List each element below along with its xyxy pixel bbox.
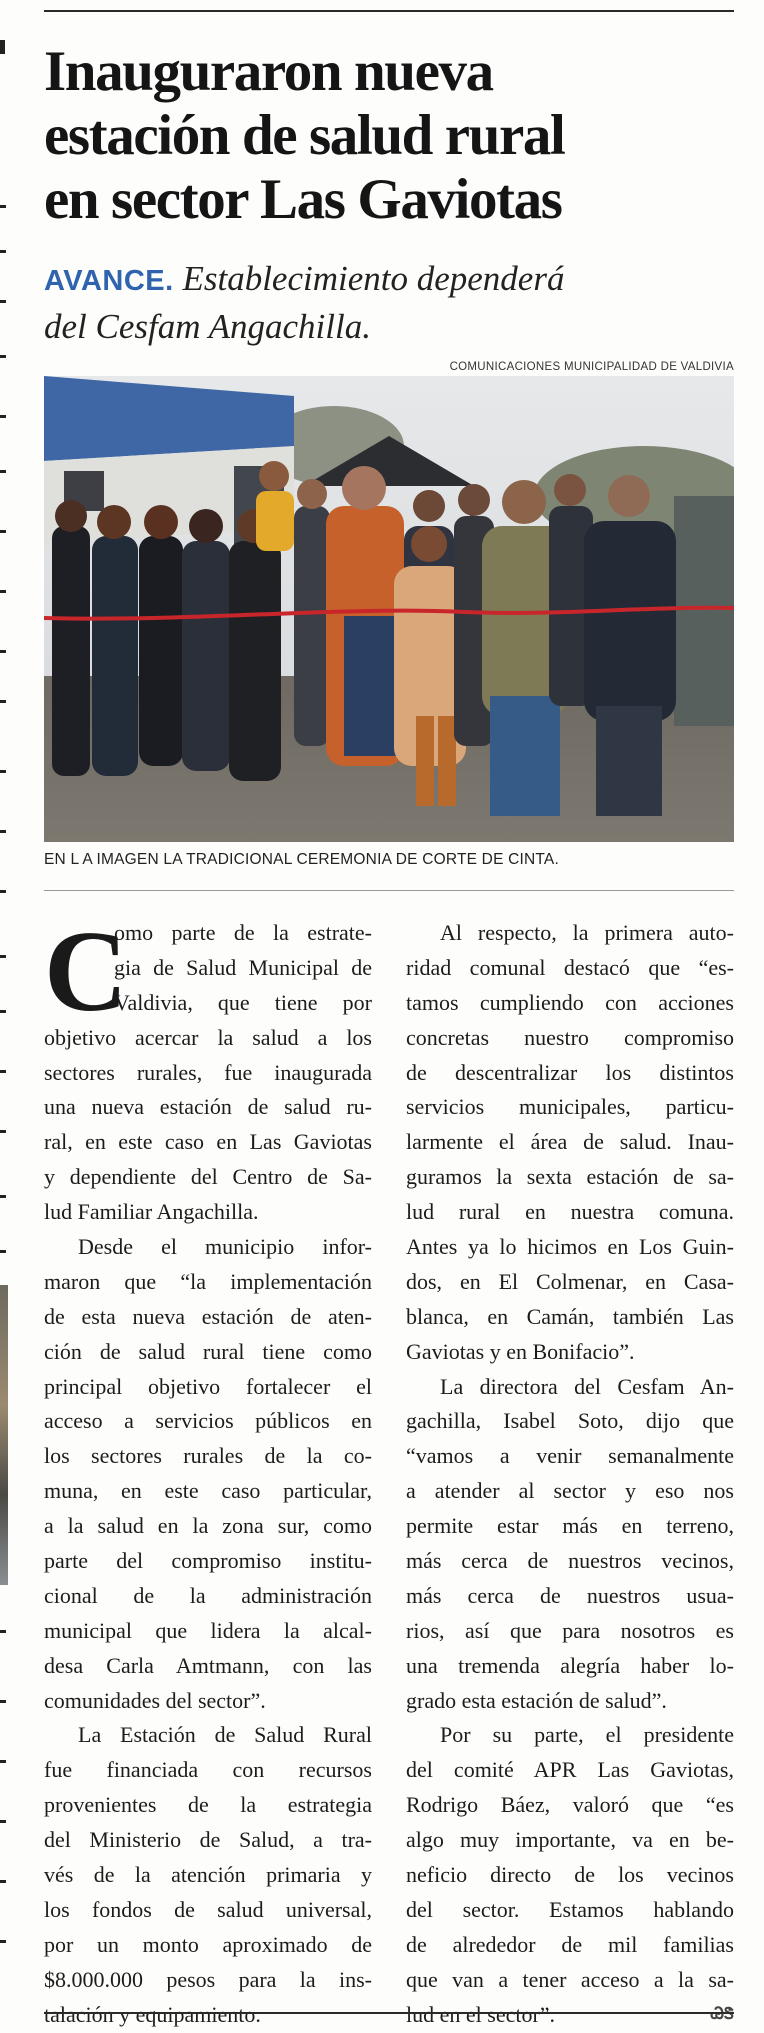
drop-cap: C xyxy=(44,908,128,1036)
bottom-rule xyxy=(44,2012,734,2014)
body-line: La Estación de Salud Rural xyxy=(78,1722,372,1748)
ceremony-photo xyxy=(44,376,734,842)
body-line: algo muy importante, va en be- xyxy=(406,1827,734,1853)
end-of-article-mark: ᏊᏕ xyxy=(710,2005,734,2023)
body-line: concretas nuestro compromiso xyxy=(406,1024,734,1050)
body-line: muna, en este caso particular, xyxy=(44,1478,372,1504)
body-line: los fondos de salud universal, xyxy=(44,1896,372,1922)
subhead-text-1: Establecimiento dependerá xyxy=(173,259,565,298)
body-line: del Ministerio de Salud, a tra- xyxy=(44,1827,372,1853)
headline-line-2: estación de salud rural xyxy=(44,104,565,167)
body-line: lud Familiar Angachilla. xyxy=(44,1199,259,1225)
body-line: acceso a servicios públicos en xyxy=(44,1408,372,1434)
body-line: blanca, en Camán, también Las xyxy=(406,1303,734,1329)
body-line: a atender al sector y eso nos xyxy=(406,1478,734,1504)
body-line: del comité APR Las Gaviotas, xyxy=(406,1757,734,1783)
subhead-line-2: del Cesfam Angachilla. xyxy=(44,307,371,346)
body-line: del sector. Estamos hablando xyxy=(406,1896,734,1922)
neighbor-column-edge xyxy=(0,0,10,2028)
body-line: neficio directo de los vecinos xyxy=(406,1862,734,1888)
body-line: por un monto aproximado de xyxy=(44,1931,372,1957)
body-line: omo parte de la estrate- xyxy=(114,920,372,945)
article-subhead xyxy=(44,256,744,350)
body-line: comunidades del sector”. xyxy=(44,1687,266,1713)
photo-credit: COMUNICACIONES MUNICIPALIDAD DE VALDIVIA xyxy=(449,361,734,373)
body-column-2 xyxy=(406,916,734,2033)
body-line: dos, en El Colmenar, en Casa- xyxy=(406,1268,734,1294)
body-line: los sectores rurales de la co- xyxy=(44,1443,372,1469)
dropcap-block xyxy=(44,908,372,1036)
photo-caption: EN L A IMAGEN LA TRADICIONAL CEREMONIA DE CORTE DE CINTA. xyxy=(44,851,559,868)
body-line: grado esta estación de salud”. xyxy=(406,1687,667,1713)
body-line: permite estar más en terreno, xyxy=(406,1513,734,1539)
body-line: Por su parte, el presidente xyxy=(440,1722,734,1748)
neighbor-photo-strip xyxy=(0,1285,8,1585)
body-line: una tremenda alegría haber lo- xyxy=(406,1652,734,1678)
body-column-1 xyxy=(44,908,372,2033)
kicker: AVANCE. xyxy=(44,265,174,297)
body-line: una nueva estación de salud ru- xyxy=(44,1094,372,1120)
top-rule xyxy=(44,10,734,12)
ribbon-cutting-illustration xyxy=(44,376,734,842)
article-headline xyxy=(44,40,744,232)
body-line: municipal que lidera la alcal- xyxy=(44,1617,372,1643)
body-line: tamos cumpliendo con acciones xyxy=(406,989,734,1015)
body-line: Valdivia, que tiene por xyxy=(114,989,372,1015)
body-line: sectores rurales, fue inaugurada xyxy=(44,1059,372,1085)
body-line: de alrededor de mil familias xyxy=(406,1931,734,1957)
body-line: gachilla, Isabel Soto, dijo que xyxy=(406,1408,734,1434)
body-line: $8.000.000 pesos para la ins- xyxy=(44,1966,372,1992)
body-line: “vamos a venir semanalmente xyxy=(406,1443,734,1469)
body-line: ral, en este caso en Las Gaviotas xyxy=(44,1129,372,1155)
body-line: vés de la atención primaria y xyxy=(44,1862,372,1888)
body-line: que van a tener acceso a la sa- xyxy=(406,1966,734,1992)
body-line: de esta nueva estación de aten- xyxy=(44,1303,372,1329)
body-line: desa Carla Amtmann, con las xyxy=(44,1652,372,1678)
body-line: de descentralizar los distintos xyxy=(406,1059,734,1085)
body-line: y dependiente del Centro de Sa- xyxy=(44,1164,372,1190)
body-line: ridad comunal destacó que “es- xyxy=(406,954,734,980)
body-line: maron que “la implementación xyxy=(44,1268,372,1294)
body-line: Gaviotas y en Bonifacio”. xyxy=(406,1338,635,1364)
body-line: La directora del Cesfam An- xyxy=(440,1373,734,1399)
body-line: principal objetivo fortalecer el xyxy=(44,1373,372,1399)
body-line: rios, así que para nosotros es xyxy=(406,1617,734,1643)
body-line-last xyxy=(406,1998,734,2033)
body-line: más cerca de nuestros usua- xyxy=(406,1582,734,1608)
body-line: guramos la sexta estación de sa- xyxy=(406,1164,734,1190)
body-line: fue financiada con recursos xyxy=(44,1757,372,1783)
body-line: lud rural en nuestra comuna. xyxy=(406,1199,734,1225)
headline-line-1: Inauguraron nueva xyxy=(44,40,493,103)
body-line: larmente el área de salud. Inau- xyxy=(406,1129,734,1155)
body-line: a la salud en la zona sur, como xyxy=(44,1513,372,1539)
headline-line-3: en sector Las Gaviotas xyxy=(44,168,562,231)
body-line: provenientes de la estrategia xyxy=(44,1792,372,1818)
body-line-text: lud en el sector”. xyxy=(406,2001,556,2027)
caption-rule xyxy=(44,890,734,891)
body-line: objetivo acercar la salud a los xyxy=(44,1024,372,1050)
body-line: Desde el municipio infor- xyxy=(78,1234,372,1260)
body-line: cional de la administración xyxy=(44,1582,372,1608)
body-line: más cerca de nuestros vecinos, xyxy=(406,1548,734,1574)
body-line: gia de Salud Municipal de xyxy=(114,954,372,980)
body-line: parte del compromiso institu- xyxy=(44,1548,372,1574)
body-line: Al respecto, la primera auto- xyxy=(440,920,734,945)
body-line: ción de salud rural tiene como xyxy=(44,1338,372,1364)
body-line: servicios municipales, particu- xyxy=(406,1094,734,1120)
body-line: Rodrigo Báez, valoró que “es xyxy=(406,1792,734,1818)
body-line: talación y equipamiento. xyxy=(44,2001,261,2027)
body-line: Antes ya lo hicimos en Los Guin- xyxy=(406,1234,734,1260)
subhead-line-1 xyxy=(44,256,744,304)
